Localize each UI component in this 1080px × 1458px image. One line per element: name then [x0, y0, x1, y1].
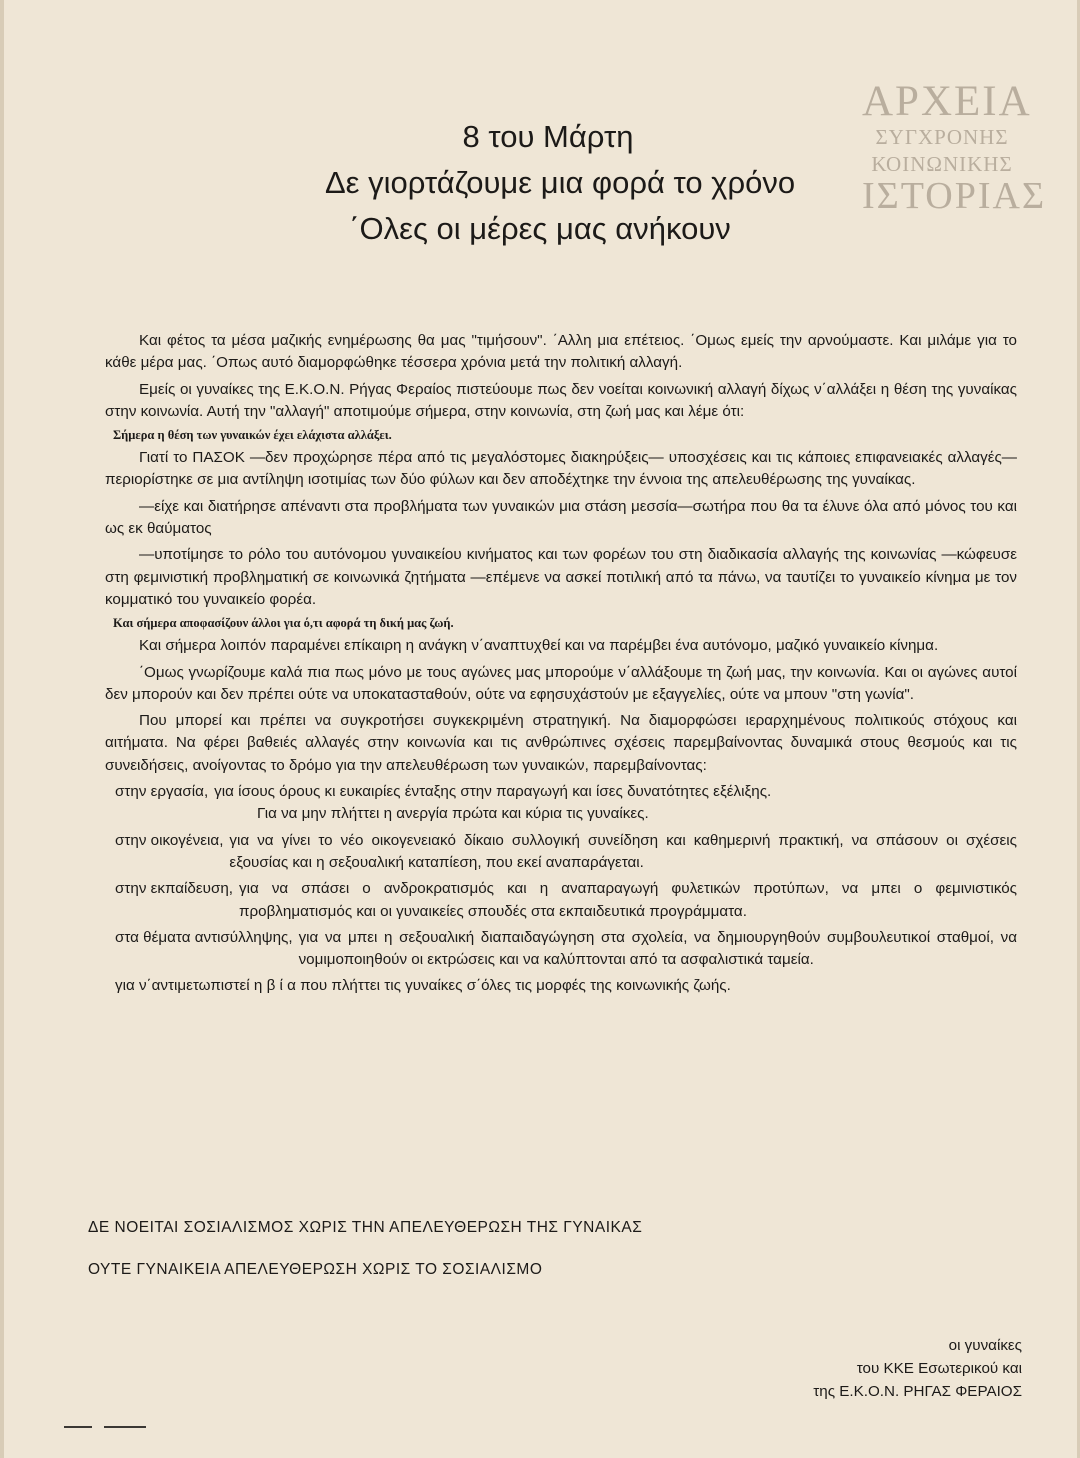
paragraph: Που μπορεί και πρέπει να συγκροτήσει συγκεκριμένη στρατηγική. Να διαμορφώσει ιεραρχημένους πολιτικούς στόχους και αιτήματα. Να φέρει βαθειές αλλαγές στην κοινωνία και τις ανθρώπινες σχέσεις παρεμβαίνοντας δυναμικά στους θεσμούς και τις συνειδήσεις, ανοίγοντας το δρόμο για την απελευθέρωση των γυναικών, παρεμβαίνοντας: [105, 712, 1017, 774]
signature-line: του ΚΚΕ Εσωτερικού και [856, 1360, 1022, 1377]
list-item-key: στην οικογένεια, [115, 831, 224, 849]
paragraph: Και σήμερα λοιπόν παραμένει επίκαιρη η ανάγκη ν΄αναπτυχθεί και να παρέμβει ένα αυτόνομο, μαζικό γυναικείο κίνημα. [139, 637, 939, 655]
paragraph: Και φέτος τα μέσα μαζικής ενημέρωσης θα μας "τιμήσουν". ΄Αλλη μια επέτειος. ΄Ομως εμείς την αρνούμαστε. Και μιλάμε για το κάθε μέρα μας. ΄Οπως αυτό διαμορφώθηκε τέσσερα χρόνια μετά την πολιτική αλλαγή. [105, 332, 1017, 372]
list-item-text: για να σπάσει ο ανδροκρατισμός και η αναπαραγωγή φυλετικών προτύπων, να μπει ο φεμινιστικός προβληματισμός και οι γυναικείες σπουδές στα εκπαιδευτικά προγράμματα. [239, 880, 1017, 920]
stamp-line: ΙΣΤΟΡΙΑΣ [862, 175, 1047, 217]
stamp-line: ΚΟΙΝΩΝΙΚΗΣ [871, 152, 1013, 176]
list-item [105, 781, 1017, 803]
emphasis-statement: Σήμερα η θέση των γυναικών έχει ελάχιστα αλλάξει. [113, 428, 392, 443]
slogan-line: ΔΕ ΝΟΕΙΤΑΙ ΣΟΣΙΑΛΙΣΜΟΣ ΧΩΡΙΣ ΤΗΝ ΑΠΕΛΕΥΘΕΡΩΣΗ ΤΗΣ ΓΥΝΑΙΚΑΣ [88, 1219, 643, 1236]
paragraph: —είχε και διατήρησε απέναντι στα προβλήματα των γυναικών μια στάση μεσσία—σωτήρα που θα τα έλυνε όλα από μόνος του και ως εκ θαύματος [105, 497, 1017, 538]
list-item-text: για να μπει η σεξουαλική διαπαιδαγώγηση στα σχολεία, να δημιουργηθούν συμβουλευτικοί σταθμοί, να νομιμοποιηθούν οι εκτρώσεις και να καλύπτονται από τα ασφαλιστικά ταμεία. [298, 928, 1017, 969]
list-item-text: για ίσους όρους κι ευκαιρίες ένταξης στην παραγωγή και ίσες δυνατότητες εξέλιξης. [214, 783, 772, 801]
signature-block [813, 1334, 1022, 1403]
paragraph: Εμείς οι γυναίκες της Ε.Κ.Ο.Ν. Ρήγας Φεραίος πιστεύουμε πως δεν νοείται κοινωνική αλλαγή δίχως ν΄αλλάξει η θέση της γυναίκας στην κοινωνία. Αυτή την "αλλαγή" αποτιμούμε σήμερα, στην κοινωνία, στη ζωή μας και λέμε ότι: [105, 380, 1017, 420]
title-line-1: 8 του Μάρτη [462, 119, 634, 154]
list-item-key: στην εκπαίδευση, [115, 880, 233, 898]
paragraph: για ν΄αντιμετωπιστεί η β ί α που πλήττει τις γυναίκες σ΄όλες τις μορφές της κοινωνικής ζωής. [115, 977, 731, 995]
list-item-continuation: Για να μην πλήττει η ανεργία πρώτα και κύρια τις γυναίκες. [257, 805, 649, 823]
title-line-3: ΄Ολες οι μέρες μας ανήκουν [349, 211, 731, 246]
list-item-key: στην εργασία, [115, 783, 209, 801]
list-item [105, 830, 1017, 875]
signature-line: της Ε.Κ.Ο.Ν. ΡΗΓΑΣ ΦΕΡΑΙΟΣ [813, 1383, 1022, 1400]
bottom-dash-marks [64, 1418, 146, 1436]
paragraph: ΄Ομως γνωρίζουμε καλά πια πως μόνο με τους αγώνες μας μπορούμε ν΄αλλάξουμε τη ζωή μας, την κοινωνία. Και οι αγώνες αυτοί δεν μπορούν και δεν πρέπει ούτε να υποκατασταθούν, ούτε να εφησυχάστούν με εξαγγελίες, ούτε να μπουν "στη γωνία". [105, 663, 1017, 703]
paragraph: Γιατί το ΠΑΣΟΚ —δεν προχώρησε πέρα από τις μεγαλόστομες διακηρύξεις— υποσχέσεις και τις κάποιες επιφανειακές αλλαγές— περιορίστηκε σε μια αντίληψη ισοτιμίας των δύο φύλων και δεν αποδέχτηκε την έννοια της απελευθέρωσης της γυναίκας. [105, 449, 1017, 489]
list-item [105, 927, 1017, 972]
signature-line: οι γυναίκες [948, 1337, 1022, 1354]
list-item-key: στα θέματα αντισύλληψης, [115, 928, 293, 946]
dash-mark [104, 1426, 146, 1428]
slogan-line: ΟΥΤΕ ΓΥΝΑΙΚΕΙΑ ΑΠΕΛΕΥΘΕΡΩΣΗ ΧΩΡΙΣ ΤΟ ΣΟΣΙΑΛΙΣΜΟ [88, 1261, 543, 1278]
stamp-line: ΑΡΧΕΙΑ [862, 78, 1032, 125]
emphasis-statement: Και σήμερα αποφασίζουν άλλοι για ό,τι αφορά τη δική μας ζωή. [113, 616, 454, 631]
list-item-text: για να γίνει το νέο οικογενειακό δίκαιο συλλογική συνείδηση και καθημερινή πρακτική, να σπάσουν οι σχέσεις εξουσίας και η σεξουαλική καταπίεση, που εκεί αναπαράγεται. [229, 831, 1017, 871]
dash-mark [64, 1426, 92, 1428]
title-line-2: Δε γιορτάζουμε μια φορά το χρόνο [324, 165, 796, 200]
poster-title [0, 114, 1080, 252]
slogans [88, 1217, 642, 1301]
poster-body [105, 330, 1017, 998]
paragraph: —υποτίμησε το ρόλο του αυτόνομου γυναικείου κινήματος και των φορέων του στη διαδικασία αλλαγής της κοινωνίας —κώφευσε στη φεμινιστική προβληματική σε κοινωνικά ζητήματα —επέμενε να ασκεί ποτιλική από τα πάνω, να ταυτίζει το γυναικείο κίνημα με τον κομματικό του γυναικείο φορέα. [105, 546, 1017, 608]
stamp-line: ΣΥΓΧΡΟΝΗΣ [875, 125, 1009, 149]
list-item [105, 878, 1017, 923]
